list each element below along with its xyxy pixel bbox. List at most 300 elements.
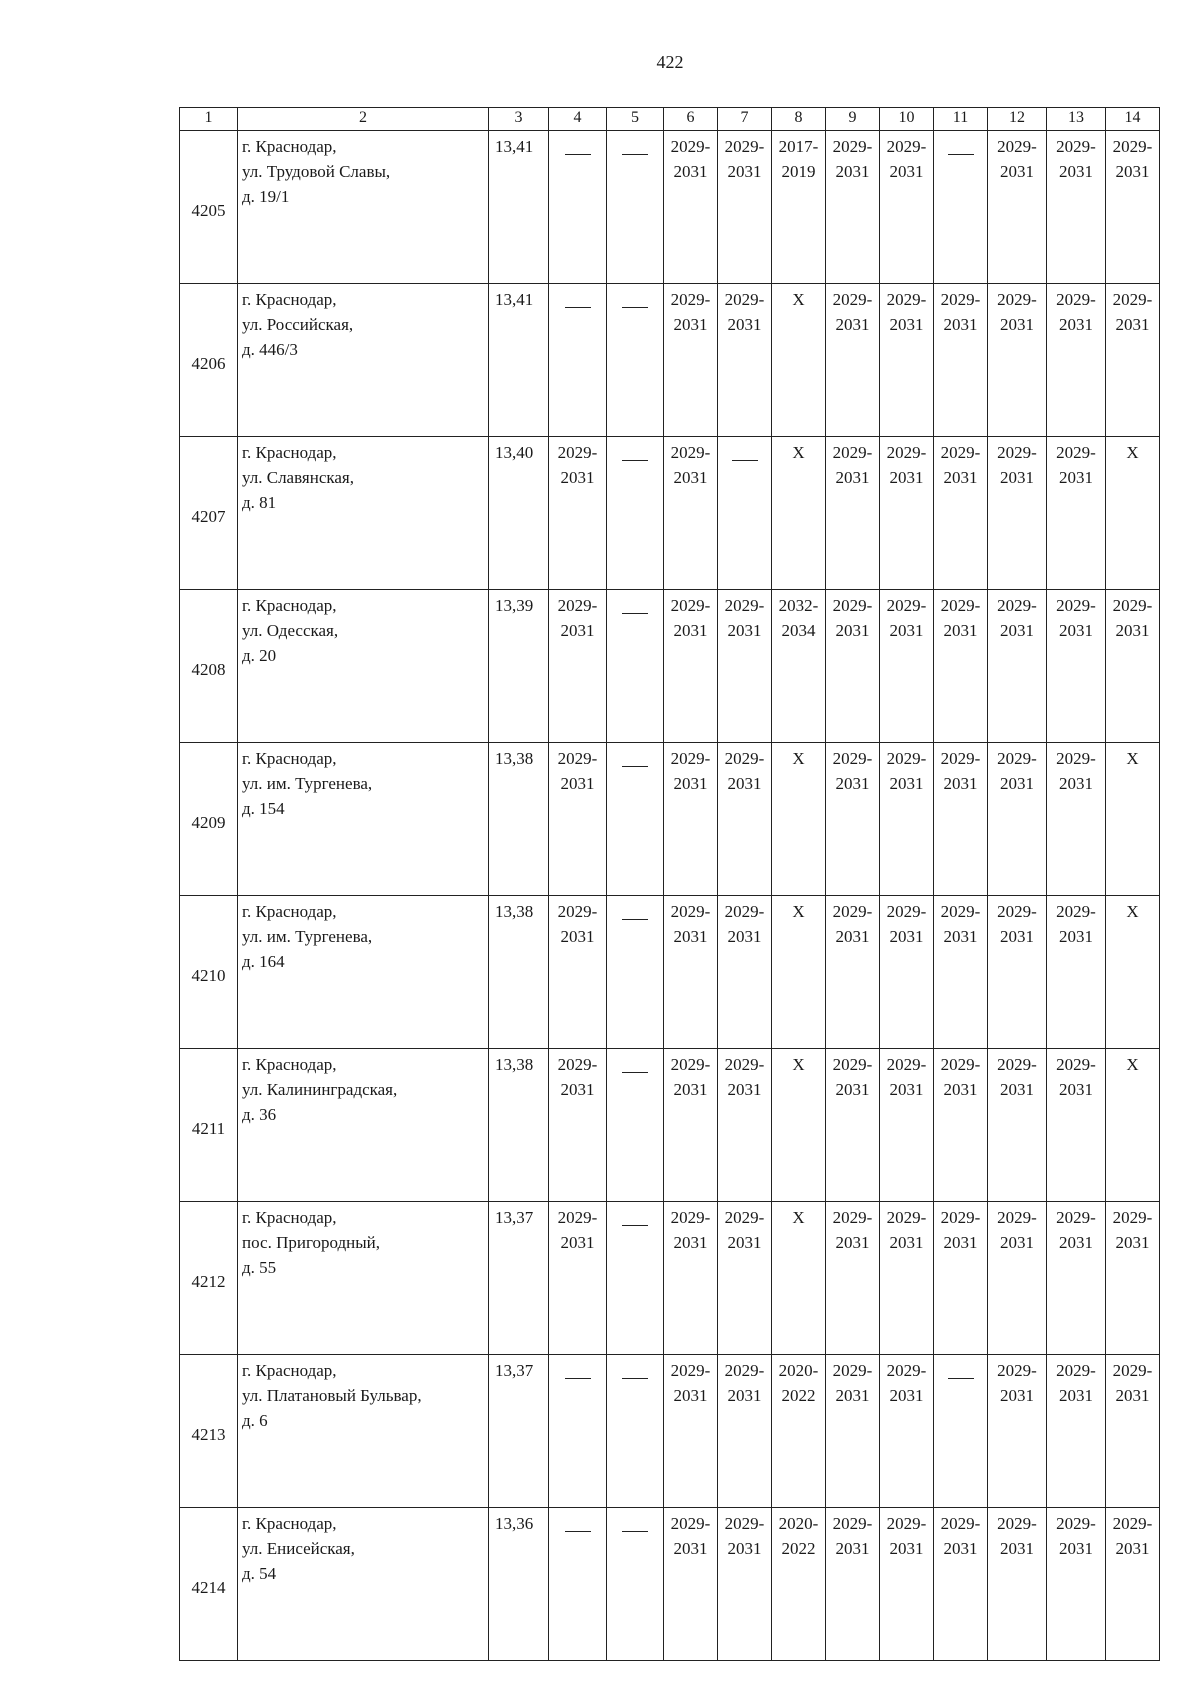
period-cell-col-12	[988, 131, 1047, 284]
period-start: 2029-	[557, 1208, 598, 1227]
period-end: 2031	[889, 1539, 924, 1558]
period-cell-col-10	[880, 1355, 934, 1508]
period-end: 2031	[1059, 162, 1093, 181]
period-cell-col-6	[664, 131, 718, 284]
period-cell-col-4	[549, 131, 607, 284]
dash-mark	[622, 919, 648, 920]
period-end: 2031	[835, 927, 870, 946]
period-cell-col-11	[934, 896, 988, 1049]
period-end: 2031	[673, 621, 708, 640]
address-line: ул. Одесская,	[242, 621, 339, 640]
period-cell-col-5	[607, 896, 664, 1049]
address-line: г. Краснодар,	[242, 1055, 337, 1074]
period-cell-col-8	[772, 131, 826, 284]
period-cell-col-9	[826, 743, 880, 896]
period-cell-col-13	[1047, 131, 1106, 284]
address-cell	[238, 131, 489, 284]
period-end: 2031	[1059, 774, 1093, 793]
period-start: 2029-	[724, 749, 765, 768]
table-row	[180, 1508, 1160, 1661]
period-cell-col-11	[934, 590, 988, 743]
period-start: 2029-	[670, 137, 711, 156]
period-start: 2029-	[670, 596, 711, 615]
period-end: 2031	[727, 621, 762, 640]
period-start: 2029-	[724, 1361, 765, 1380]
period-start: 2029-	[670, 1514, 711, 1533]
period-start: 2029-	[997, 596, 1037, 615]
period-start: 2029-	[1056, 1514, 1096, 1533]
period-start: 2029-	[832, 902, 873, 921]
column-header-11: 11	[934, 108, 988, 131]
address-cell	[238, 743, 489, 896]
row-number: 4205	[180, 131, 238, 284]
row-number: 4208	[180, 590, 238, 743]
period-start: 2029-	[1056, 1055, 1096, 1074]
period-cell-col-5	[607, 1202, 664, 1355]
period-start: 2029-	[1112, 596, 1153, 615]
period-start: 2017-	[778, 137, 819, 156]
score-cell: 13,38	[489, 743, 549, 896]
period-end: 2031	[673, 1539, 708, 1558]
period-cell-col-9	[826, 284, 880, 437]
header-row	[180, 108, 1160, 131]
period-start: 2029-	[670, 902, 711, 921]
period-cell-col-6	[664, 437, 718, 590]
period-end: 2031	[889, 1386, 924, 1405]
address-line: ул. Трудовой Славы,	[242, 162, 391, 181]
address-line: г. Краснодар,	[242, 902, 337, 921]
period-end: 2031	[1000, 774, 1034, 793]
period-cell-col-8: X	[772, 1049, 826, 1202]
period-cell-col-7	[718, 590, 772, 743]
period-cell-col-10	[880, 284, 934, 437]
column-header-2: 2	[238, 108, 489, 131]
period-cell-col-6	[664, 1355, 718, 1508]
period-cell-col-4	[549, 1049, 607, 1202]
score-cell: 13,38	[489, 1049, 549, 1202]
address-cell	[238, 590, 489, 743]
period-start: 2029-	[997, 1361, 1037, 1380]
page-number: 422	[656, 52, 684, 72]
period-start: 2029-	[1056, 596, 1096, 615]
period-cell-col-9	[826, 437, 880, 590]
period-cell-col-8	[772, 1508, 826, 1661]
period-cell-col-6	[664, 1049, 718, 1202]
period-start: 2029-	[1056, 443, 1096, 462]
period-start: 2029-	[724, 1055, 765, 1074]
period-start: 2029-	[886, 137, 927, 156]
period-end: 2031	[1115, 1386, 1150, 1405]
period-cell-col-12	[988, 1508, 1047, 1661]
score-cell: 13,40	[489, 437, 549, 590]
period-cell-col-13	[1047, 743, 1106, 896]
period-start: 2029-	[670, 290, 711, 309]
period-start: 2029-	[724, 902, 765, 921]
period-start: 2020-	[778, 1361, 819, 1380]
period-cell-col-10	[880, 743, 934, 896]
period-end: 2031	[835, 1386, 870, 1405]
period-start: 2029-	[997, 290, 1037, 309]
period-start: 2029-	[940, 290, 981, 309]
period-end: 2031	[1059, 1080, 1093, 1099]
dash-mark	[732, 460, 758, 461]
address-line: д. 81	[242, 493, 277, 512]
period-end: 2031	[889, 315, 924, 334]
period-end: 2031	[1000, 1386, 1034, 1405]
period-end: 2031	[835, 1233, 870, 1252]
period-start: 2029-	[940, 443, 981, 462]
period-start: 2029-	[1112, 1361, 1153, 1380]
column-header-13: 13	[1047, 108, 1106, 131]
period-cell-col-13	[1047, 1049, 1106, 1202]
period-end: 2031	[889, 162, 924, 181]
period-cell-col-10	[880, 437, 934, 590]
period-start: 2029-	[724, 1208, 765, 1227]
period-end: 2031	[1059, 1539, 1093, 1558]
dash-mark	[622, 613, 648, 614]
period-start: 2029-	[724, 137, 765, 156]
period-start: 2020-	[778, 1514, 819, 1533]
period-start: 2029-	[670, 1208, 711, 1227]
period-cell-col-4	[549, 1202, 607, 1355]
table-row	[180, 590, 1160, 743]
score-cell: 13,37	[489, 1355, 549, 1508]
period-end: 2031	[943, 621, 978, 640]
period-end: 2022	[781, 1539, 816, 1558]
period-start: 2029-	[940, 749, 981, 768]
period-cell-col-5	[607, 1049, 664, 1202]
period-cell-col-8	[772, 1355, 826, 1508]
period-cell-col-13	[1047, 437, 1106, 590]
period-start: 2029-	[557, 749, 598, 768]
period-end: 2031	[943, 774, 978, 793]
period-start: 2029-	[886, 1208, 927, 1227]
period-start: 2029-	[886, 596, 927, 615]
period-start: 2029-	[940, 1055, 981, 1074]
period-cell-col-4	[549, 437, 607, 590]
period-cell-col-11	[934, 1202, 988, 1355]
period-end: 2031	[1000, 1080, 1034, 1099]
period-cell-col-8: X	[772, 896, 826, 1049]
score-cell: 13,38	[489, 896, 549, 1049]
period-cell-col-14	[1106, 1508, 1160, 1661]
period-cell-col-14	[1106, 284, 1160, 437]
period-cell-col-4	[549, 1355, 607, 1508]
period-start: 2029-	[832, 749, 873, 768]
period-end: 2031	[835, 774, 870, 793]
table-row	[180, 1202, 1160, 1355]
period-start: 2029-	[997, 1055, 1037, 1074]
period-cell-col-9	[826, 1355, 880, 1508]
dash-mark	[948, 154, 974, 155]
period-end: 2031	[727, 1233, 762, 1252]
dash-mark	[565, 307, 591, 308]
period-start: 2029-	[670, 1055, 711, 1074]
period-cell-col-8: X	[772, 743, 826, 896]
period-cell-col-4	[549, 284, 607, 437]
address-line: д. 446/3	[242, 340, 298, 359]
period-end: 2031	[1115, 1539, 1150, 1558]
period-end: 2031	[943, 1539, 978, 1558]
period-end: 2022	[781, 1386, 816, 1405]
dash-mark	[622, 154, 648, 155]
column-header-4: 4	[549, 108, 607, 131]
period-cell-col-9	[826, 590, 880, 743]
dash-mark	[622, 460, 648, 461]
period-cell-col-7	[718, 437, 772, 590]
period-end: 2031	[560, 1080, 595, 1099]
address-line: д. 20	[242, 646, 277, 665]
table-body	[180, 131, 1160, 1661]
period-start: 2029-	[832, 1208, 873, 1227]
period-end: 2031	[889, 468, 924, 487]
period-cell-col-14: X	[1106, 743, 1160, 896]
period-start: 2029-	[886, 1514, 927, 1533]
table-row	[180, 743, 1160, 896]
period-cell-col-6	[664, 1508, 718, 1661]
address-line: ул. им. Тургенева,	[242, 927, 373, 946]
period-cell-col-14: X	[1106, 896, 1160, 1049]
period-cell-col-5	[607, 1508, 664, 1661]
period-start: 2029-	[832, 1514, 873, 1533]
period-cell-col-9	[826, 896, 880, 1049]
period-cell-col-8	[772, 590, 826, 743]
period-start: 2029-	[1112, 1514, 1153, 1533]
column-header-12: 12	[988, 108, 1047, 131]
period-cell-col-13	[1047, 1355, 1106, 1508]
period-start: 2029-	[940, 596, 981, 615]
period-end: 2031	[889, 774, 924, 793]
period-cell-col-7	[718, 131, 772, 284]
dash-mark	[622, 1072, 648, 1073]
column-header-8: 8	[772, 108, 826, 131]
period-cell-col-13	[1047, 590, 1106, 743]
period-cell-col-7	[718, 1508, 772, 1661]
period-cell-col-7	[718, 896, 772, 1049]
period-end: 2031	[560, 927, 595, 946]
period-cell-col-4	[549, 896, 607, 1049]
period-start: 2029-	[832, 1055, 873, 1074]
period-end: 2031	[943, 1080, 978, 1099]
address-cell	[238, 1202, 489, 1355]
period-end: 2031	[889, 1080, 924, 1099]
period-end: 2031	[560, 774, 595, 793]
period-end: 2031	[560, 1233, 595, 1252]
dash-mark	[622, 307, 648, 308]
period-cell-col-6	[664, 896, 718, 1049]
period-cell-col-13	[1047, 1202, 1106, 1355]
period-end: 2031	[727, 1386, 762, 1405]
period-start: 2029-	[1056, 749, 1096, 768]
address-line: г. Краснодар,	[242, 1361, 337, 1380]
score-cell: 13,36	[489, 1508, 549, 1661]
period-start: 2029-	[1056, 1208, 1096, 1227]
period-end: 2031	[673, 1386, 708, 1405]
column-header-5: 5	[607, 108, 664, 131]
period-end: 2031	[673, 1233, 708, 1252]
period-end: 2031	[835, 1080, 870, 1099]
period-end: 2031	[727, 1080, 762, 1099]
row-number: 4207	[180, 437, 238, 590]
table-row	[180, 896, 1160, 1049]
row-number: 4212	[180, 1202, 238, 1355]
address-line: ул. Российская,	[242, 315, 354, 334]
column-header-9: 9	[826, 108, 880, 131]
period-start: 2029-	[724, 596, 765, 615]
address-line: г. Краснодар,	[242, 749, 337, 768]
period-start: 2029-	[886, 443, 927, 462]
address-line: ул. Енисейская,	[242, 1539, 355, 1558]
address-line: г. Краснодар,	[242, 443, 337, 462]
score-cell: 13,37	[489, 1202, 549, 1355]
period-end: 2031	[727, 162, 762, 181]
period-end: 2031	[1000, 927, 1034, 946]
period-cell-col-13	[1047, 1508, 1106, 1661]
period-end: 2034	[781, 621, 816, 640]
address-cell	[238, 1049, 489, 1202]
period-start: 2029-	[997, 1514, 1037, 1533]
period-end: 2031	[1059, 927, 1093, 946]
period-start: 2029-	[886, 902, 927, 921]
dash-mark	[948, 1378, 974, 1379]
row-number: 4206	[180, 284, 238, 437]
address-cell	[238, 437, 489, 590]
period-cell-col-7	[718, 743, 772, 896]
period-cell-col-11	[934, 131, 988, 284]
period-start: 2029-	[832, 290, 873, 309]
period-end: 2031	[673, 315, 708, 334]
period-cell-col-7	[718, 284, 772, 437]
period-start: 2029-	[557, 596, 598, 615]
period-cell-col-10	[880, 131, 934, 284]
address-line: г. Краснодар,	[242, 137, 337, 156]
period-start: 2029-	[886, 749, 927, 768]
period-start: 2029-	[670, 443, 711, 462]
period-start: 2029-	[832, 443, 873, 462]
period-cell-col-9	[826, 1508, 880, 1661]
period-cell-col-5	[607, 284, 664, 437]
address-line: д. 55	[242, 1258, 277, 1277]
period-cell-col-14: X	[1106, 437, 1160, 590]
period-end: 2031	[889, 1233, 924, 1252]
address-line: г. Краснодар,	[242, 1514, 337, 1533]
period-start: 2029-	[886, 290, 927, 309]
period-start: 2029-	[670, 749, 711, 768]
period-end: 2031	[673, 774, 708, 793]
address-line: д. 164	[242, 952, 285, 971]
period-cell-col-5	[607, 131, 664, 284]
period-cell-col-11	[934, 743, 988, 896]
period-end: 2031	[727, 315, 762, 334]
register-table	[179, 107, 1160, 1661]
address-line: д. 154	[242, 799, 285, 818]
row-number: 4211	[180, 1049, 238, 1202]
address-line: пос. Пригородный,	[242, 1233, 381, 1252]
address-cell	[238, 1355, 489, 1508]
period-cell-col-4	[549, 743, 607, 896]
address-line: ул. Платановый Бульвар,	[242, 1386, 422, 1405]
address-line: г. Краснодар,	[242, 1208, 337, 1227]
period-cell-col-12	[988, 284, 1047, 437]
period-cell-col-12	[988, 743, 1047, 896]
period-cell-col-8: X	[772, 284, 826, 437]
period-start: 2029-	[940, 902, 981, 921]
period-end: 2031	[727, 927, 762, 946]
period-cell-col-12	[988, 1049, 1047, 1202]
period-start: 2029-	[1056, 1361, 1096, 1380]
period-cell-col-7	[718, 1355, 772, 1508]
column-header-3: 3	[489, 108, 549, 131]
period-end: 2031	[673, 927, 708, 946]
period-cell-col-9	[826, 1049, 880, 1202]
period-end: 2019	[781, 162, 816, 181]
period-cell-col-12	[988, 896, 1047, 1049]
period-end: 2031	[1000, 162, 1034, 181]
period-end: 2031	[1115, 315, 1150, 334]
period-cell-col-4	[549, 1508, 607, 1661]
period-cell-col-9	[826, 131, 880, 284]
period-cell-col-10	[880, 1508, 934, 1661]
period-cell-col-12	[988, 437, 1047, 590]
period-end: 2031	[673, 468, 708, 487]
column-header-7: 7	[718, 108, 772, 131]
column-header-14: 14	[1106, 108, 1160, 131]
address-cell	[238, 1508, 489, 1661]
address-cell	[238, 284, 489, 437]
table-row	[180, 1049, 1160, 1202]
period-start: 2029-	[940, 1514, 981, 1533]
address-line: ул. им. Тургенева,	[242, 774, 373, 793]
period-start: 2029-	[670, 1361, 711, 1380]
period-start: 2029-	[557, 1055, 598, 1074]
period-start: 2029-	[724, 1514, 765, 1533]
period-cell-col-6	[664, 1202, 718, 1355]
period-end: 2031	[1059, 621, 1093, 640]
row-number: 4213	[180, 1355, 238, 1508]
dash-mark	[565, 1531, 591, 1532]
period-cell-col-5	[607, 1355, 664, 1508]
address-cell	[238, 896, 489, 1049]
period-cell-col-10	[880, 590, 934, 743]
period-start: 2029-	[1056, 902, 1096, 921]
period-end: 2031	[1115, 162, 1150, 181]
period-end: 2031	[835, 468, 870, 487]
period-cell-col-14	[1106, 590, 1160, 743]
address-line: г. Краснодар,	[242, 290, 337, 309]
period-end: 2031	[889, 927, 924, 946]
score-cell: 13,39	[489, 590, 549, 743]
period-end: 2031	[1000, 468, 1034, 487]
period-start: 2032-	[778, 596, 819, 615]
period-cell-col-7	[718, 1049, 772, 1202]
period-start: 2029-	[724, 290, 765, 309]
period-cell-col-14	[1106, 131, 1160, 284]
period-start: 2029-	[997, 1208, 1037, 1227]
period-cell-col-11	[934, 437, 988, 590]
period-end: 2031	[1059, 315, 1093, 334]
period-start: 2029-	[997, 443, 1037, 462]
period-cell-col-4	[549, 590, 607, 743]
period-cell-col-6	[664, 743, 718, 896]
period-end: 2031	[560, 468, 595, 487]
row-number: 4214	[180, 1508, 238, 1661]
period-start: 2029-	[1112, 137, 1153, 156]
address-line: ул. Славянская,	[242, 468, 354, 487]
period-start: 2029-	[997, 137, 1037, 156]
period-cell-col-11	[934, 1355, 988, 1508]
period-end: 2031	[673, 162, 708, 181]
period-start: 2029-	[1112, 290, 1153, 309]
